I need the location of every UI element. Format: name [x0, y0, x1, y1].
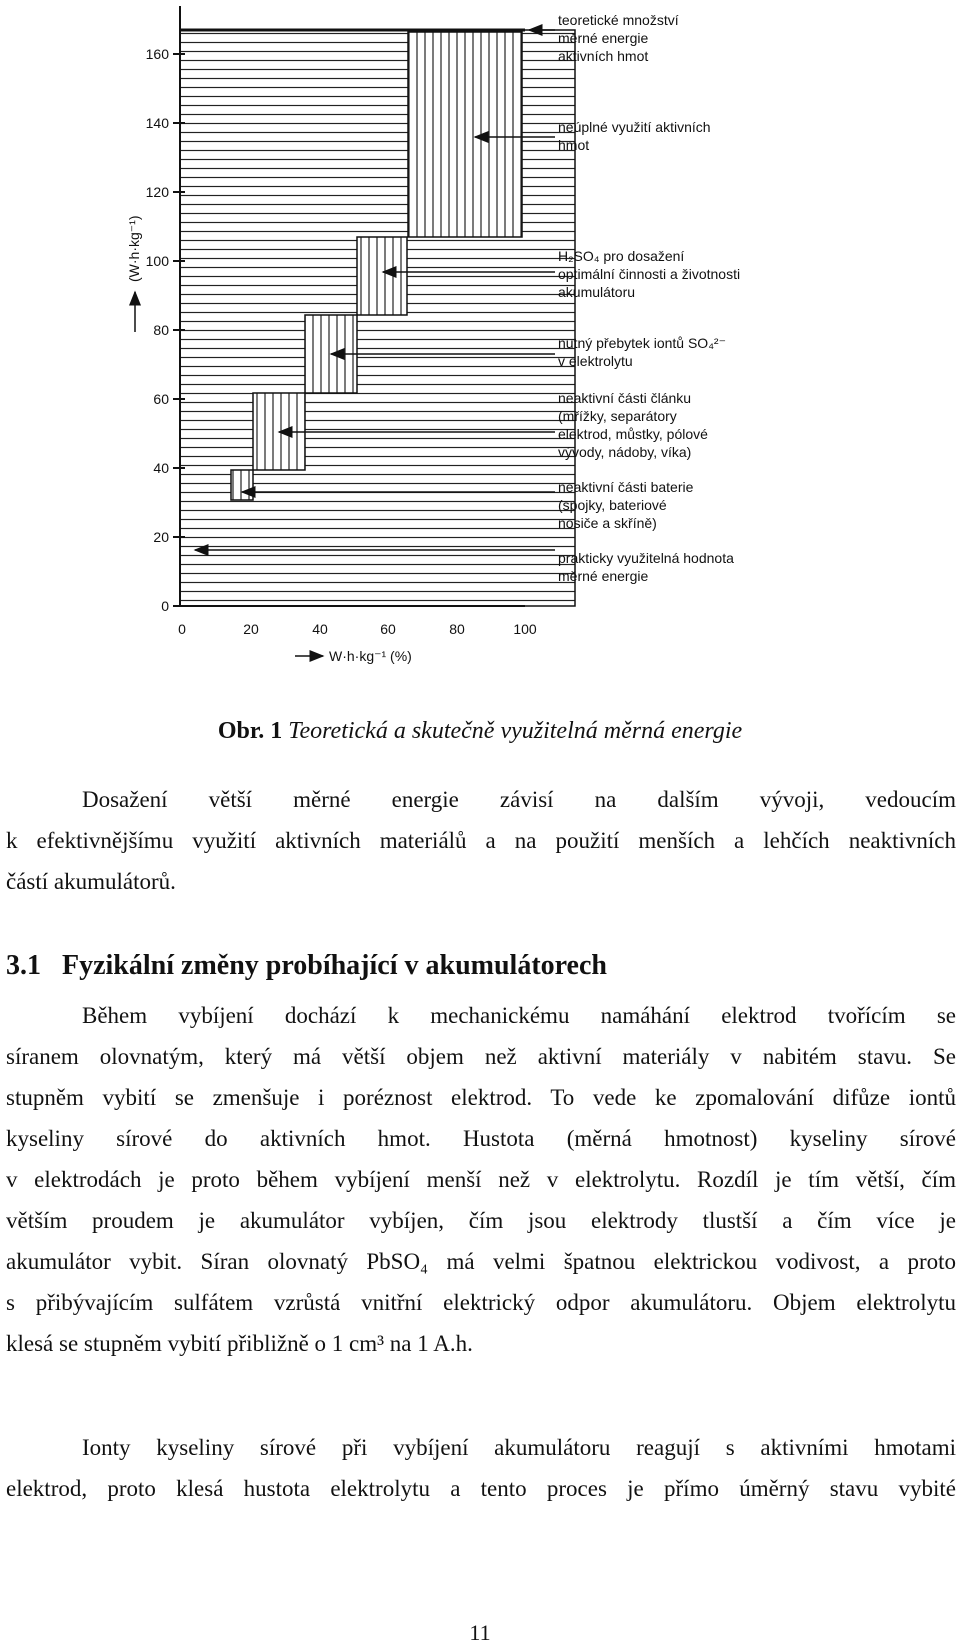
annotation-line: optimální činnosti a životnosti	[558, 266, 741, 282]
annotation-line: měrné energie	[558, 30, 649, 46]
energy-figure	[125, 2, 835, 704]
y-tick-label: 40	[153, 460, 169, 476]
paragraph	[6, 779, 956, 902]
text-line: částí akumulátorů.	[6, 869, 176, 894]
text-line: kyseliny sírové do aktivních hmot. Hustota (měrná hmotnost) kyseliny sírové	[6, 1126, 956, 1151]
block-inactive-battery	[231, 470, 253, 500]
x-tick-label: 60	[380, 621, 396, 637]
block-incomplete-use	[408, 32, 522, 237]
y-tick-label: 0	[161, 598, 169, 614]
section-heading	[6, 950, 960, 982]
energy-chart	[125, 2, 835, 704]
x-tick-label: 0	[178, 621, 186, 637]
caption-label: Obr. 1	[217, 718, 283, 744]
annotation-line: H₂SO₄ pro dosažení	[558, 248, 685, 264]
caption-text: Teoretická a skutečně využitelná měrná energie	[288, 718, 743, 744]
annotation-line: (spojky, bateriové	[558, 497, 667, 513]
annotation-line: prakticky využitelná hodnota	[558, 550, 734, 566]
page-number: 11	[469, 1620, 491, 1645]
section-number: 3.1	[6, 950, 41, 981]
paragraph	[6, 995, 956, 1364]
y-axis-label: (W·h·kg⁻¹)	[126, 215, 142, 282]
text-line: s přibývajícím sulfátem vzrůstá vnitřní elektrický odpor akumulátoru. Objem elektrolytu	[6, 1290, 956, 1315]
annotation-line: nosiče a skříně)	[558, 515, 657, 531]
paragraph	[6, 1427, 956, 1509]
y-tick-label: 160	[145, 46, 169, 62]
annotation-line: elektrod, můstky, pólové	[558, 426, 708, 442]
text-line: elektrod, proto klesá hustota elektrolytu a tento proces je přímo úměrný stavu vybité	[6, 1476, 956, 1501]
text-line: k efektivnějšímu využití aktivních materiálů a na použití menších a lehčích neaktivních	[6, 828, 956, 853]
x-axis-label: W·h·kg⁻¹ (%)	[329, 648, 412, 664]
block-h2so4	[357, 237, 407, 315]
y-tick-label: 100	[145, 253, 169, 269]
x-tick-label: 20	[243, 621, 259, 637]
x-tick-label: 80	[449, 621, 465, 637]
annotation-line: měrné energie	[558, 568, 649, 584]
annotation-line: (mřížky, separátory	[558, 408, 677, 424]
text-line: Během vybíjení dochází k mechanickému namáhání elektrod tvořícím se	[82, 1003, 956, 1028]
text-line: Ionty kyseliny sírové při vybíjení akumulátoru reagují s aktivními hmotami	[82, 1435, 956, 1460]
annotation-line: vývody, nádoby, víka)	[558, 444, 692, 460]
annotation-line: neúplné využití aktivních	[558, 119, 711, 135]
text-line: v elektrodách je proto během vybíjení menší než v elektrolytu. Rozdíl je tím větší, čím	[6, 1167, 956, 1192]
text-line: Dosažení větší měrné energie závisí na dalším vývoji, vedoucím	[82, 787, 956, 812]
annotation-line: aktivních hmot	[558, 48, 649, 64]
figure-caption	[0, 718, 960, 745]
annotation-line: teoretické množství	[558, 12, 679, 28]
text-line: klesá se stupněm vybití přibližně o 1 cm³ na 1 A.h.	[6, 1331, 473, 1356]
x-tick-label: 100	[513, 621, 537, 637]
text-line: větším proudem je akumulátor vybíjen, čím jsou elektrody tlustší a čím více je	[6, 1208, 956, 1233]
y-tick-label: 120	[145, 184, 169, 200]
y-tick-label: 140	[145, 115, 169, 131]
y-tick-label: 20	[153, 529, 169, 545]
text-line: síranem olovnatým, který má větší objem než aktivní materiály v nabitém stavu. Se	[6, 1044, 956, 1069]
annotation-line: akumulátoru	[558, 284, 636, 300]
annotation-line: neaktivní části článku	[558, 390, 692, 406]
x-tick-label: 40	[312, 621, 328, 637]
y-tick-label: 80	[153, 322, 169, 338]
text-line: stupněm vybití se zmenšuje i poréznost elektrod. To vede ke zpomalování difůze iontů	[6, 1085, 956, 1110]
annotation-line: hmot	[558, 137, 590, 153]
text-line: akumulátor vybit. Síran olovnatý PbSO₄ má velmi špatnou elektrickou vodivost, a proto	[6, 1249, 956, 1274]
annotation-line: neaktivní části baterie	[558, 479, 694, 495]
y-tick-label: 60	[153, 391, 169, 407]
section-title: Fyzikální změny probíhající v akumulátorech	[62, 950, 607, 981]
annotation-line: nutný přebytek iontů SO₄²⁻	[558, 335, 726, 351]
annotation-line: v elektrolytu	[558, 353, 633, 369]
